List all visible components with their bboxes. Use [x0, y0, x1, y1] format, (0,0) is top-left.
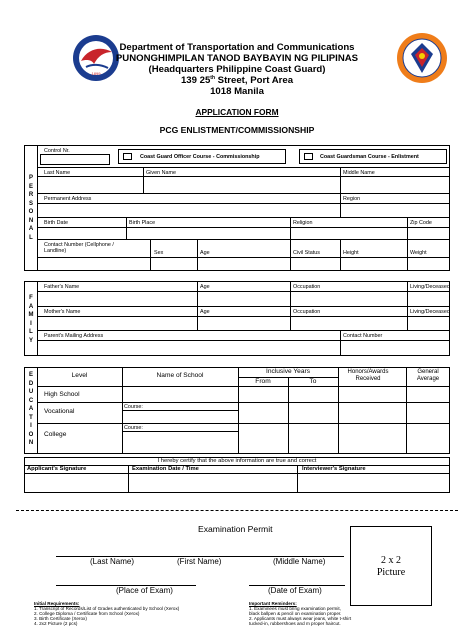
control-nr-field[interactable] [40, 154, 110, 165]
father-living-label: Living/Deceased [410, 284, 450, 290]
personal-side-label: P E R S O N A L [28, 175, 34, 241]
region-label: Region [343, 196, 361, 202]
school-header: Name of School [156, 372, 204, 379]
header-city: 1018 Manila [210, 86, 264, 97]
requirement-item: 1. Transcript of Records/List of Grades authenticated by School (Xerox) [34, 606, 180, 611]
contact-number-label-2: Landline) [44, 248, 67, 254]
given-name-label: Given Name [146, 170, 176, 176]
parents-contact-label: Contact Number [343, 333, 383, 339]
father-age-label: Age [200, 284, 210, 290]
permit-middle-name-label: (Middle Name) [273, 557, 326, 566]
reminder-item: 1. Examinees must bring examination permit, [249, 606, 341, 611]
officer-course-label: Coast Guard Officer Course - Commissionship [140, 154, 260, 160]
mother-age-label: Age [200, 309, 210, 315]
mother-living-label: Living/Deceased [410, 309, 450, 315]
fathers-name-label: Father's Name [44, 284, 80, 290]
age-label: Age [200, 250, 210, 256]
header-agency: Department of Transportation and Communications [119, 42, 355, 53]
svg-text:1899: 1899 [91, 71, 101, 76]
certification-statement: I hereby certify that the above information are true and correct [157, 458, 317, 464]
vocational-label: Vocational [44, 408, 75, 415]
cut-line [16, 510, 458, 511]
vocational-course-label: Course: [124, 404, 143, 410]
requirements-title: Initial Requirements: [34, 601, 80, 606]
reminder-item: tucked-in, rubbershoes and m proper haircut. [249, 621, 341, 626]
sex-label: Sex [154, 250, 164, 256]
weight-label: Weight [410, 250, 427, 256]
height-label: Height [343, 250, 359, 256]
parents-address-label: Parent's Mailing Address [44, 333, 104, 339]
to-header: To [309, 378, 317, 385]
from-header: From [255, 378, 271, 385]
birth-place-label: Birth Place [129, 220, 156, 226]
form-title: APPLICATION FORM [195, 107, 279, 117]
family-side-label: F A M I L Y [28, 295, 34, 344]
requirement-item: 3. Birth Certificate (Xerox) [34, 616, 87, 621]
civil-status-label: Civil Status [293, 250, 320, 256]
father-occupation-label: Occupation [293, 284, 321, 290]
date-of-exam-label: (Date of Exam) [268, 586, 322, 595]
requirement-item: 4. 2x2 Picture (2 pcs) [34, 621, 78, 626]
college-course-label: Course: [124, 425, 143, 431]
permit-last-name-label: (Last Name) [90, 557, 135, 566]
average-header: General Average [416, 369, 440, 382]
mother-occupation-label: Occupation [293, 309, 321, 315]
place-of-exam-label: (Place of Exam) [116, 586, 173, 595]
header-agency-tagalog: PUNONGHIMPILAN TANOD BAYBAYIN NG PILIPINAS [115, 53, 359, 64]
middle-name-label: Middle Name [343, 170, 375, 176]
family-section [24, 281, 450, 356]
reminder-item: 2. Applicants must always wear jeans, white t-shirt [249, 616, 352, 621]
applicant-signature-label: Applicant's Signature [27, 466, 87, 472]
honors-header: Honors/Awards Received [347, 369, 389, 382]
level-header: Level [71, 372, 88, 379]
interviewer-signature-label: Interviewer's Signature [302, 466, 366, 472]
contact-number-label: Contact Number (Cellphone / [44, 242, 114, 248]
photo-label: Picture [376, 567, 406, 578]
reminders-title: Important Reminders: [249, 601, 297, 606]
control-nr-label: Control Nr. [44, 148, 70, 154]
last-name-label: Last Name [44, 170, 71, 176]
high-school-label: High School [44, 391, 80, 398]
header-street: 139 25th Street, Port Area [180, 75, 294, 87]
form-subtitle: PCG ENLISTMENT/COMMISSIONSHIP [159, 125, 315, 135]
mothers-name-label: Mother's Name [44, 309, 81, 315]
birth-date-label: Birth Date [44, 220, 68, 226]
education-side-label: E D U C A T I O N [28, 372, 34, 446]
inclusive-years-header: Inclusive Years [266, 368, 310, 375]
header-hq: (Headquarters Philippine Coast Guard) [148, 64, 326, 75]
permit-first-name-label: (First Name) [177, 557, 222, 566]
college-label: College [44, 431, 67, 438]
guardsman-course-label: Coast Guardsman Course - Enlistment [320, 154, 419, 160]
requirement-item: 2. College Diploma / Certificate from School (Xerox) [34, 611, 140, 616]
permit-title: Examination Permit [198, 524, 273, 534]
photo-size-label: 2 x 2 [381, 555, 401, 566]
reminder-item: black ballpen & pencil on examination proper. [249, 611, 342, 616]
religion-label: Religion [293, 220, 313, 226]
zip-code-label: Zip Code [410, 220, 432, 226]
officer-course-box [118, 149, 286, 164]
permanent-address-label: Permanent Address [44, 196, 92, 202]
exam-date-time-label: Examination Date / Time [132, 466, 199, 472]
guardsman-course-box [299, 149, 447, 164]
